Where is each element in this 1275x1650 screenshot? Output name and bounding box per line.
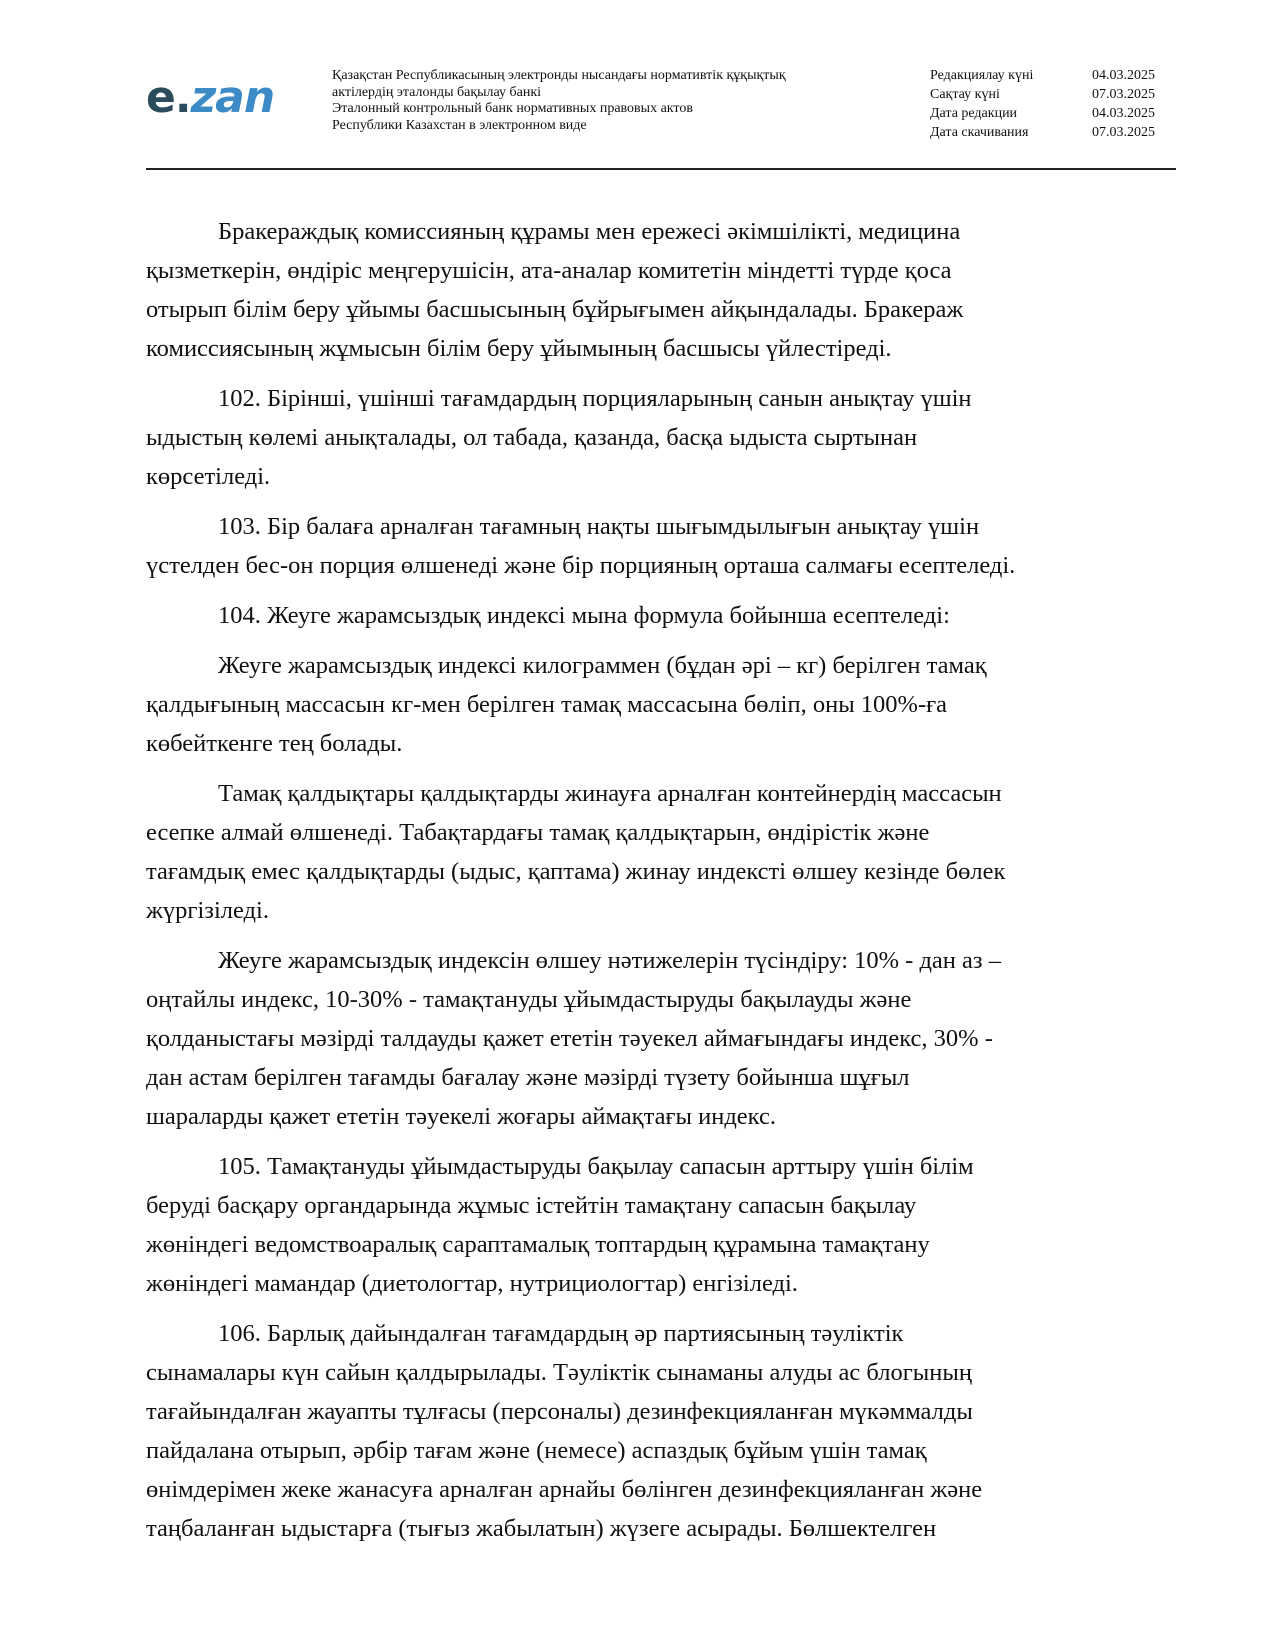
paragraph-line: өнімдерімен жеке жанасуға арналған арнайы бөлінген дезинфекцияланған және xyxy=(146,1476,983,1503)
paragraph-line: тағайындалған жауапты тұлғасы (персоналы) дезинфекцияланған мүкәммалды xyxy=(146,1398,973,1425)
meta-value: 07.03.2025 xyxy=(1092,125,1155,140)
paragraph-line: Жеуге жарамсыздық индексін өлшеу нәтижелерін түсіндіру: 10% - дан аз – xyxy=(218,947,1001,974)
paragraph xyxy=(146,1314,1176,1548)
paragraph-line: беруді басқару органдарында жұмыс істейтін тамақтану сапасын бақылау xyxy=(146,1192,917,1219)
logo-e: e. xyxy=(146,72,191,123)
meta-row-download-date-ru xyxy=(930,123,1180,142)
paragraph-line: отырып білім беру ұйымы басшысының бұйрығымен айқындалады. Бракераж xyxy=(146,296,964,323)
paragraph xyxy=(146,941,1176,1136)
paragraph-line: жөніндегі мамандар (диетологтар, нутрициологтар) енгізіледі. xyxy=(146,1270,798,1297)
paragraph xyxy=(146,596,1176,635)
paragraph-line: қалдығының массасын кг-мен берілген тамақ массасына бөліп, оны 100%-ға xyxy=(146,691,948,718)
paragraph-line: таңбаланған ыдыстарға (тығыз жабылатын) жүзеге асырады. Бөлшектелген xyxy=(146,1515,937,1542)
description-line: Эталонный контрольный банк нормативных правовых актов xyxy=(332,101,693,116)
meta-value: 04.03.2025 xyxy=(1092,106,1155,121)
paragraph-line: 104. Жеуге жарамсыздық индексі мына формула бойынша есептеледі: xyxy=(218,602,950,629)
paragraph xyxy=(146,646,1176,763)
logo-zan: zan xyxy=(190,72,275,123)
paragraph-line: көрсетіледі. xyxy=(146,463,271,490)
paragraph-line: 102. Бірінші, үшінші тағамдардың порцияларының санын анықтау үшін xyxy=(218,385,972,412)
paragraph-line: үстелден бес-он порция өлшенеді және бір порцияның орташа салмағы есептеледі. xyxy=(146,552,1016,579)
paragraph xyxy=(146,507,1176,585)
paragraph-line: жүргізіледі. xyxy=(146,897,269,924)
meta-row-save-date-kz xyxy=(930,85,1180,104)
paragraph-line: сынамалары күн сайын қалдырылады. Тәуліктік сынаманы алуды ас блогының xyxy=(146,1359,972,1386)
paragraph xyxy=(146,379,1176,496)
paragraph-line: көбейткенге тең болады. xyxy=(146,730,403,757)
paragraph-line: 105. Тамақтануды ұйымдастыруды бақылау сапасын арттыру үшін білім xyxy=(218,1153,974,1180)
bank-description xyxy=(332,68,892,134)
paragraph-line: 103. Бір балаға арналған тағамның нақты шығымдылығын анықтау үшін xyxy=(218,513,980,540)
paragraph-line: ыдыстың көлемі анықталады, ол табада, қазанда, басқа ыдыста сыртынан xyxy=(146,424,918,451)
meta-row-edit-date-ru xyxy=(930,104,1180,123)
meta-value: 07.03.2025 xyxy=(1092,87,1155,102)
paragraph-line: қызметкерін, өндіріс меңгерушісін, ата-аналар комитетін міндетті түрде қоса xyxy=(146,257,952,284)
description-line: Республики Казахстан в электронном виде xyxy=(332,117,587,133)
paragraph-line: есепке алмай өлшенеді. Табақтардағы тамақ қалдықтарын, өндірістік және xyxy=(146,819,930,846)
meta-label: Дата скачивания xyxy=(930,125,1029,140)
meta-label: Редакциялау күні xyxy=(930,68,1034,83)
meta-label: Сақтау күні xyxy=(930,87,1000,102)
paragraph xyxy=(146,1147,1176,1303)
paragraph-line: комиссиясының жұмысын білім беру ұйымының басшысы үйлестіреді. xyxy=(146,335,892,362)
document-dates xyxy=(930,66,1180,142)
meta-label: Дата редакции xyxy=(930,106,1018,121)
paragraph-line: дан астам берілген тағамды бағалау және мәзірді түзету бойынша шұғыл xyxy=(146,1064,910,1091)
description-line: актілердің эталонды бақылау банкі xyxy=(332,84,542,100)
paragraph xyxy=(146,212,1176,368)
document-header xyxy=(146,62,1176,166)
description-line: Қазақстан Республикасының электронды нысандағы нормативтік құқықтық xyxy=(332,68,786,83)
paragraph-line: Жеуге жарамсыздық индексі килограммен (бұдан әрі – кг) берілген тамақ xyxy=(218,652,987,679)
paragraph xyxy=(146,774,1176,930)
paragraph-line: тағамдық емес қалдықтарды (ыдыс, қаптама) жинау индексті өлшеу кезінде бөлек xyxy=(146,858,1006,885)
paragraph-line: қолданыстағы мәзірді талдауды қажет ететін тәуекел аймағындағы индекс, 30% - xyxy=(146,1025,993,1052)
paragraph-line: шараларды қажет ететін тәуекелі жоғары аймақтағы индекс. xyxy=(146,1103,776,1130)
meta-row-edit-date-kz xyxy=(930,66,1180,85)
paragraph-line: 106. Барлық дайындалған тағамдардың әр партиясының тәуліктік xyxy=(218,1320,904,1347)
paragraph-line: Бракераждық комиссияның құрамы мен ережесі әкімшілікті, медицина xyxy=(218,218,961,245)
paragraph-line: жөніндегі ведомствоаралық сараптамалық топтардың құрамына тамақтану xyxy=(146,1231,930,1258)
paragraph-line: оңтайлы индекс, 10-30% - тамақтануды ұйымдастыруды бақылауды және xyxy=(146,986,912,1013)
paragraph-line: пайдалана отырып, әрбір тағам және (немесе) аспаздық бұйым үшін тамақ xyxy=(146,1437,927,1464)
paragraph-line: Тамақ қалдықтары қалдықтарды жинауға арналған контейнердің массасын xyxy=(218,780,1002,807)
header-divider xyxy=(146,168,1176,170)
document-body xyxy=(146,212,1176,1559)
meta-value: 04.03.2025 xyxy=(1092,68,1155,83)
ezan-logo xyxy=(146,72,296,126)
